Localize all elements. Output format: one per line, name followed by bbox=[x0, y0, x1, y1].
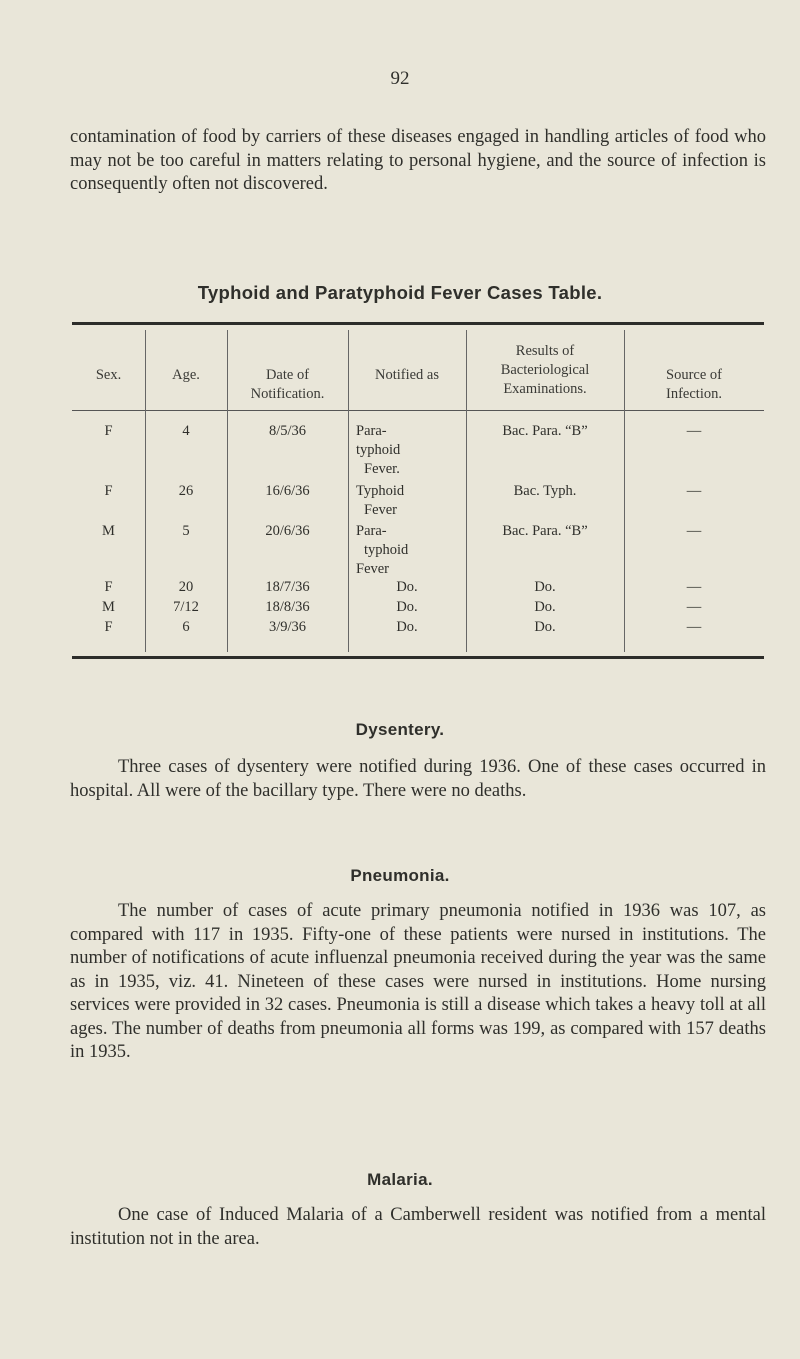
cell-source: — bbox=[686, 579, 702, 595]
cell-sex: F bbox=[104, 423, 113, 439]
cell-source: — bbox=[686, 523, 702, 539]
malaria-heading: Malaria. bbox=[367, 1170, 433, 1189]
cell-notified bbox=[356, 482, 466, 520]
cell-age: 6 bbox=[182, 619, 190, 635]
notified-line: Typhoid bbox=[356, 483, 405, 499]
header-results-line: Bacteriological bbox=[500, 362, 590, 378]
notified-line: Fever bbox=[364, 502, 398, 518]
cell-date: 18/8/36 bbox=[265, 599, 310, 615]
pneumonia-heading: Pneumonia. bbox=[350, 866, 450, 885]
dysentery-heading: Dysentery. bbox=[355, 720, 445, 739]
notified-line: Fever bbox=[356, 561, 390, 577]
cell-source: — bbox=[686, 423, 702, 439]
cell-source: — bbox=[686, 483, 702, 499]
page-number: 92 bbox=[390, 68, 410, 89]
cell-date: 8/5/36 bbox=[268, 423, 307, 439]
cell-age: 4 bbox=[182, 423, 190, 439]
header-source-line: Infection. bbox=[666, 386, 722, 402]
header-source-line: Source of bbox=[666, 367, 722, 383]
cell-sex: F bbox=[104, 619, 113, 635]
header-source bbox=[624, 366, 764, 404]
cell-source: — bbox=[686, 619, 702, 635]
cell-date: 18/7/36 bbox=[265, 579, 310, 595]
header-age: Age. bbox=[172, 367, 200, 383]
notified-line: Para- bbox=[356, 523, 387, 539]
table-top-rule bbox=[72, 322, 764, 325]
header-sex: Sex. bbox=[95, 367, 122, 383]
cell-date: 16/6/36 bbox=[265, 483, 310, 499]
typhoid-table bbox=[72, 322, 764, 660]
cell-result: Bac. Para. “B” bbox=[502, 423, 588, 439]
cell-sex: M bbox=[102, 599, 115, 615]
header-results bbox=[466, 342, 624, 399]
header-results-line: Examinations. bbox=[503, 381, 587, 397]
header-notified: Notified as bbox=[374, 367, 440, 383]
notified-line: Fever. bbox=[364, 461, 400, 477]
table-bottom-rule bbox=[72, 656, 764, 659]
header-date bbox=[227, 366, 348, 404]
cell-source: — bbox=[686, 599, 702, 615]
cell-sex: F bbox=[104, 579, 113, 595]
cell-age: 7/12 bbox=[173, 599, 199, 615]
header-date-line: Notification. bbox=[250, 386, 325, 402]
cell-notified: Do. bbox=[396, 619, 418, 635]
cell-notified bbox=[356, 422, 466, 479]
cell-age: 26 bbox=[178, 483, 194, 499]
pneumonia-paragraph: The number of cases of acute primary pneumonia notified in 1936 was 107, as compared with 117 in 1935. Fifty-one of these patients were nursed in institutions. The number of notifications of acute influenzal pneumonia received during the year was the same as in 1935, viz. 41. Nineteen of these cases were nursed in institutions. Home nursing services were provided in 32 cases. Pneumonia is still a disease which takes a heavy toll at all ages. The number of deaths from pneumonia all forms was 199, as compared with 157 deaths in 1935. bbox=[70, 901, 766, 1062]
cell-result: Bac. Typh. bbox=[513, 483, 577, 499]
cell-notified bbox=[356, 522, 466, 579]
cell-notified: Do. bbox=[396, 579, 418, 595]
cell-sex: M bbox=[102, 523, 115, 539]
dysentery-paragraph: Three cases of dysentery were notified during 1936. One of these cases occurred in hospital. All were of the bacillary type. There were no deaths. bbox=[70, 757, 766, 801]
header-date-line: Date of bbox=[265, 367, 310, 383]
table-title: Typhoid and Paratyphoid Fever Cases Table. bbox=[197, 282, 603, 303]
notified-line: typhoid bbox=[364, 542, 409, 558]
cell-notified: Do. bbox=[396, 599, 418, 615]
notified-line: Para- bbox=[356, 423, 387, 439]
cell-result: Do. bbox=[534, 599, 556, 615]
cell-result: Bac. Para. “B” bbox=[502, 523, 588, 539]
cell-age: 20 bbox=[178, 579, 194, 595]
table-header-rule bbox=[72, 410, 764, 411]
header-results-line: Results of bbox=[515, 343, 575, 359]
malaria-paragraph: One case of Induced Malaria of a Camberwell resident was notified from a mental institution not in the area. bbox=[70, 1205, 766, 1249]
cell-sex: F bbox=[104, 483, 113, 499]
notified-line: typhoid bbox=[356, 442, 401, 458]
cell-date: 3/9/36 bbox=[268, 619, 307, 635]
cell-age: 5 bbox=[182, 523, 190, 539]
intro-paragraph: contamination of food by carriers of these diseases engaged in handling articles of food who may not be too careful in matters relating to personal hygiene, and the source of infection is consequently often not discovered. bbox=[70, 127, 766, 194]
cell-result: Do. bbox=[534, 619, 556, 635]
cell-result: Do. bbox=[534, 579, 556, 595]
cell-date: 20/6/36 bbox=[265, 523, 310, 539]
